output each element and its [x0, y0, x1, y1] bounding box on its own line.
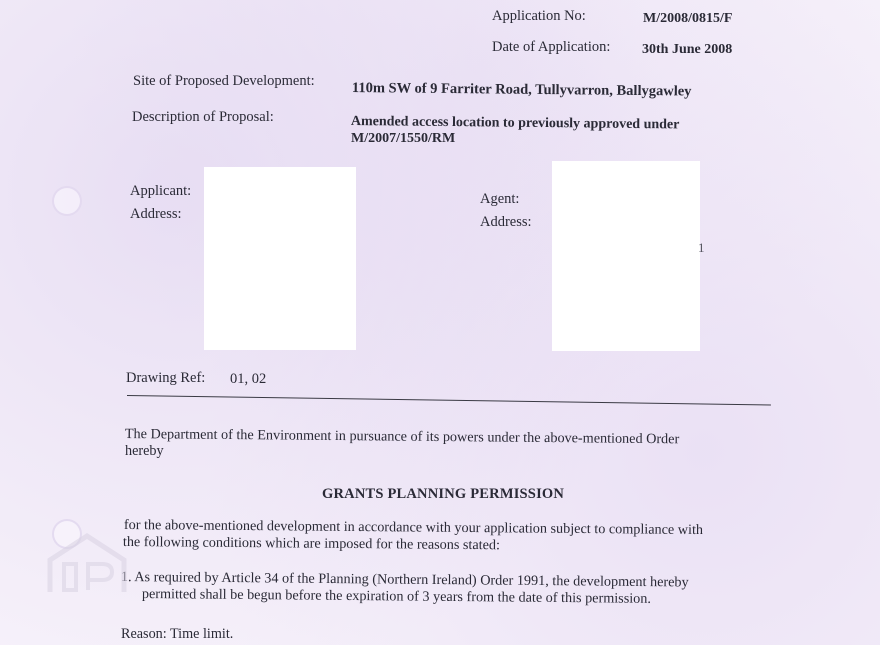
agent-redaction [552, 161, 700, 351]
horizontal-divider [127, 395, 771, 406]
drawing-ref-value: 01, 02 [230, 371, 267, 387]
intro-line-1: The Department of the Environment in pursuance of its powers under the above-mentioned Order [124, 426, 680, 448]
applicant-label: Applicant: [130, 183, 192, 199]
para-line-2: the following conditions which are imposed for the reasons stated: [122, 534, 501, 554]
applicant-address-label: Address: [130, 206, 182, 222]
description-line-2: M/2007/1550/RM [351, 131, 456, 146]
reason-text: Reason: Time limit. [121, 626, 234, 642]
description-line-1: Amended access location to previously approved under [350, 114, 680, 133]
application-no-value: M/2008/0815/F [643, 11, 733, 26]
agent-address-label: Address: [480, 214, 532, 230]
date-of-application-value: 30th June 2008 [642, 42, 733, 57]
applicant-redaction [204, 167, 356, 350]
site-label: Site of Proposed Development: [133, 73, 315, 89]
site-value: 110m SW of 9 Farriter Road, Tullyvarron, Ballygawley [351, 80, 692, 100]
application-no-label: Application No: [492, 8, 586, 24]
punch-hole-top [52, 186, 82, 216]
date-of-application-label: Date of Application: [492, 39, 611, 55]
agent-stray-mark: 1 [698, 240, 705, 255]
intro-line-2: hereby [125, 443, 164, 459]
para-line-1: for the above-mentioned development in accordance with your application subject to compliance with [123, 517, 704, 539]
property-logo-icon [42, 530, 132, 600]
agent-label: Agent: [480, 191, 520, 207]
condition-1-line-1: 1. As required by Article 34 of the Planning (Northern Ireland) Order 1991, the development hereby [120, 569, 689, 591]
drawing-ref-label: Drawing Ref: [126, 370, 206, 386]
grant-heading: GRANTS PLANNING PERMISSION [322, 486, 565, 502]
condition-1-line-2: permitted shall be begun before the expiration of 3 years from the date of this permission. [141, 586, 652, 607]
description-label: Description of Proposal: [132, 109, 274, 125]
